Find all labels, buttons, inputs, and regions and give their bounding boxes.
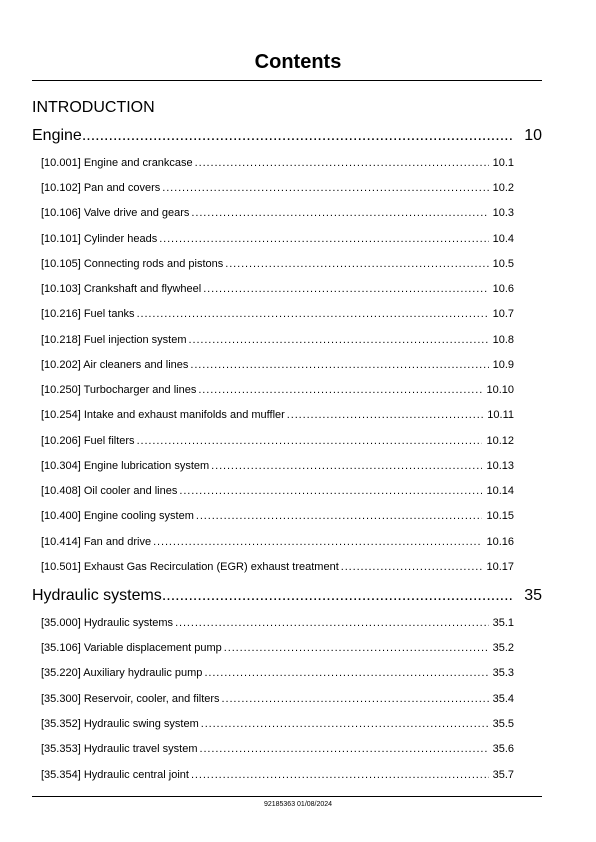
toc-entry[interactable]: [41, 206, 514, 220]
toc-entry-label: [10.102] Pan and covers: [41, 182, 161, 194]
toc-leader-dots: [211, 459, 482, 473]
footer-rule: [32, 796, 542, 797]
toc-entry-label: [35.106] Variable displacement pump: [41, 642, 222, 654]
toc-entry-label: [10.250] Turbocharger and lines: [41, 384, 197, 396]
toc-entry-label: [10.254] Intake and exhaust manifolds and muffler: [41, 409, 285, 421]
toc-entry-page: 10.7: [492, 308, 514, 320]
toc-entry[interactable]: [41, 666, 514, 680]
toc-entry-page: 10.8: [492, 334, 514, 346]
toc-entry-label: [10.105] Connecting rods and pistons: [41, 258, 224, 270]
toc-entry[interactable]: [41, 616, 514, 630]
toc-entry-page: 35.7: [492, 769, 514, 781]
toc-chapter-label: Engine: [32, 127, 82, 144]
toc-entry-page: 10.10: [486, 384, 514, 396]
toc-entry-label: [10.101] Cylinder heads: [41, 233, 158, 245]
toc-leader-dots: [189, 333, 489, 347]
toc-entry-page: 10.14: [486, 485, 514, 497]
toc-entry-label: [35.000] Hydraulic systems: [41, 617, 174, 629]
toc-leader-dots: [195, 156, 489, 170]
toc-entry[interactable]: [41, 358, 514, 372]
toc-entry-page: 35.4: [492, 693, 514, 705]
toc-entry[interactable]: [41, 742, 514, 756]
toc-entry[interactable]: [41, 282, 514, 296]
toc-entry-label: [10.218] Fuel injection system: [41, 334, 187, 346]
toc-chapter-page: 10: [524, 127, 542, 144]
toc-entry[interactable]: [41, 692, 514, 706]
toc-entry[interactable]: [41, 156, 514, 170]
toc-entry[interactable]: [41, 535, 514, 549]
toc-leader-dots: [204, 666, 488, 680]
toc-entry-page: 10.12: [486, 435, 514, 447]
toc-leader-dots: [200, 742, 489, 756]
toc-entry[interactable]: [41, 484, 514, 498]
toc-leader-dots: [203, 282, 488, 296]
toc-entry[interactable]: [41, 434, 514, 448]
toc-entry-label: [10.400] Engine cooling system: [41, 510, 194, 522]
toc-chapter-label: Hydraulic systems: [32, 587, 162, 604]
toc-entry-label: [10.202] Air cleaners and lines: [41, 359, 189, 371]
toc-entry-page: 10.4: [492, 233, 514, 245]
toc-leader-dots: [162, 586, 514, 606]
toc-entry[interactable]: [41, 560, 514, 574]
toc-entry-label: [35.220] Auxiliary hydraulic pump: [41, 667, 203, 679]
toc-entry-label: [10.414] Fan and drive: [41, 536, 152, 548]
toc-leader-dots: [287, 408, 483, 422]
toc-entry-page: 35.3: [492, 667, 514, 679]
toc-leader-dots: [341, 560, 483, 574]
header-rule: [32, 80, 542, 81]
toc-leader-dots: [201, 717, 489, 731]
toc-chapter-page: 35: [524, 587, 542, 604]
toc-leader-dots: [190, 358, 488, 372]
toc-entry-label: [10.216] Fuel tanks: [41, 308, 135, 320]
toc-leader-dots: [225, 257, 488, 271]
toc-entry-page: 10.17: [486, 561, 514, 573]
toc-entry-label: [10.206] Fuel filters: [41, 435, 135, 447]
toc-entry-page: 10.1: [492, 157, 514, 169]
toc-leader-dots: [196, 509, 483, 523]
toc-leader-dots: [162, 181, 488, 195]
toc-entry[interactable]: [41, 459, 514, 473]
toc-entry[interactable]: [41, 257, 514, 271]
toc-entry-label: [35.352] Hydraulic swing system: [41, 718, 199, 730]
toc-leader-dots: [179, 484, 482, 498]
toc-entry-label: [10.304] Engine lubrication system: [41, 460, 210, 472]
toc-entry-page: 10.6: [492, 283, 514, 295]
toc-leader-dots: [159, 232, 488, 246]
toc-entry-label: [10.103] Crankshaft and flywheel: [41, 283, 202, 295]
toc-entry[interactable]: [41, 641, 514, 655]
toc-entry-page: 35.1: [492, 617, 514, 629]
page-title: Contents: [254, 51, 342, 73]
toc-entry-page: 35.6: [492, 743, 514, 755]
toc-entry[interactable]: [41, 717, 514, 731]
toc-entry-page: 35.2: [492, 642, 514, 654]
intro-heading: INTRODUCTION: [32, 99, 155, 116]
toc-entry-label: [10.106] Valve drive and gears: [41, 207, 190, 219]
toc-entry-page: 10.16: [486, 536, 514, 548]
toc-entry[interactable]: [41, 181, 514, 195]
toc-leader-dots: [82, 126, 514, 146]
toc-leader-dots: [191, 206, 488, 220]
toc-entry[interactable]: [41, 509, 514, 523]
toc-entry-page: 10.2: [492, 182, 514, 194]
toc-entry-page: 10.3: [492, 207, 514, 219]
toc-chapter-hydraulic-systems[interactable]: [32, 586, 542, 606]
toc-entry-label: [10.001] Engine and crankcase: [41, 157, 193, 169]
toc-entry[interactable]: [41, 333, 514, 347]
toc-leader-dots: [137, 307, 489, 321]
toc-entry[interactable]: [41, 232, 514, 246]
toc-leader-dots: [191, 768, 489, 782]
footer-doc-id: 92185363 01/08/2024: [263, 801, 333, 808]
toc-leader-dots: [198, 383, 482, 397]
toc-entry-page: 10.5: [492, 258, 514, 270]
toc-entry-label: [35.354] Hydraulic central joint: [41, 769, 189, 781]
toc-entry-page: 10.9: [492, 359, 514, 371]
toc-entry-label: [35.353] Hydraulic travel system: [41, 743, 198, 755]
toc-entry-page: 10.11: [487, 409, 514, 421]
toc-entry[interactable]: [41, 383, 514, 397]
toc-entry[interactable]: [41, 307, 514, 321]
toc-leader-dots: [137, 434, 483, 448]
toc-chapter-engine[interactable]: [32, 126, 542, 146]
toc-leader-dots: [222, 692, 489, 706]
toc-entry-label: [10.501] Exhaust Gas Recirculation (EGR) exhaust treatment: [41, 561, 339, 573]
toc-entry-page: 10.15: [486, 510, 514, 522]
toc-entry[interactable]: [41, 768, 514, 782]
toc-entry[interactable]: [41, 408, 514, 422]
toc-entry-page: 10.13: [486, 460, 514, 472]
toc-entry-page: 35.5: [492, 718, 514, 730]
toc-leader-dots: [153, 535, 482, 549]
toc-leader-dots: [224, 641, 489, 655]
toc-entry-label: [10.408] Oil cooler and lines: [41, 485, 178, 497]
toc-leader-dots: [175, 616, 489, 630]
toc-entry-label: [35.300] Reservoir, cooler, and filters: [41, 693, 220, 705]
